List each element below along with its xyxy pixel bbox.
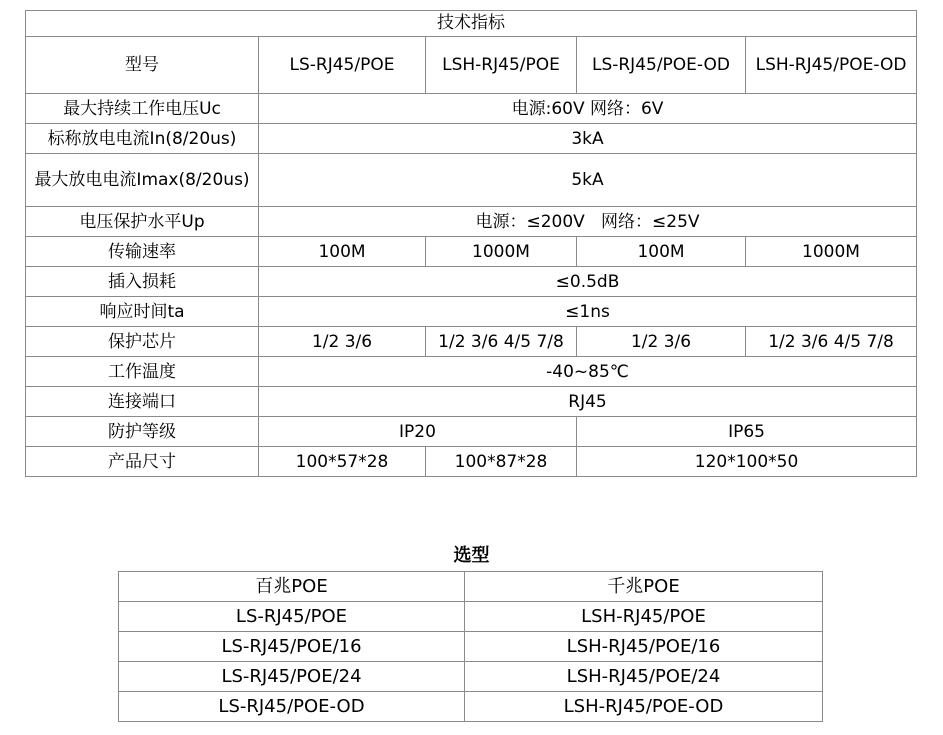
value-cell: 1000M	[426, 237, 577, 267]
row-label: 最大放电电流Imax(8/20us)	[26, 154, 259, 207]
value-cell: IP65	[577, 417, 917, 447]
table-row	[119, 602, 823, 632]
model-cell: LS-RJ45/POE-OD	[119, 692, 465, 722]
column-header: 百兆POE	[119, 572, 465, 602]
value-cell: 100*87*28	[426, 447, 577, 477]
table-row	[26, 237, 917, 267]
model-cell: LSH-RJ45/POE/24	[465, 662, 823, 692]
model-cell: LSH-RJ45/POE	[465, 602, 823, 632]
table-row	[119, 692, 823, 722]
model-cell: LS-RJ45/POE	[119, 602, 465, 632]
table-row	[26, 297, 917, 327]
model-cell: LSH-RJ45/POE-OD	[465, 692, 823, 722]
value-cell: 1/2 3/6	[577, 327, 746, 357]
table-row	[26, 154, 917, 207]
value-cell: 100*57*28	[259, 447, 426, 477]
value-cell: 120*100*50	[577, 447, 917, 477]
value-cell: 100M	[577, 237, 746, 267]
spec-title: 技术指标	[26, 11, 917, 37]
value-cell: RJ45	[259, 387, 917, 417]
table-row	[119, 662, 823, 692]
column-header: 千兆POE	[465, 572, 823, 602]
value-cell: IP20	[259, 417, 577, 447]
row-label: 型号	[26, 37, 259, 94]
table-row	[119, 572, 823, 602]
model-cell: LSH-RJ45/POE	[426, 37, 577, 94]
table-row	[26, 447, 917, 477]
row-label: 电压保护水平Up	[26, 207, 259, 237]
row-label: 工作温度	[26, 357, 259, 387]
value-cell: 1000M	[746, 237, 917, 267]
table-row	[26, 124, 917, 154]
table-row	[26, 11, 917, 37]
row-label: 连接端口	[26, 387, 259, 417]
model-cell: LS-RJ45/POE-OD	[577, 37, 746, 94]
value-cell: ≤0.5dB	[259, 267, 917, 297]
table-row	[26, 267, 917, 297]
selection-table	[118, 571, 823, 722]
selection-title: 选型	[453, 545, 490, 566]
value-cell: 1/2 3/6	[259, 327, 426, 357]
table-row	[26, 207, 917, 237]
table-row	[119, 632, 823, 662]
row-label: 最大持续工作电压Uc	[26, 94, 259, 124]
row-label: 插入损耗	[26, 267, 259, 297]
table-row	[26, 387, 917, 417]
table-row	[26, 327, 917, 357]
value-cell: ≤1ns	[259, 297, 917, 327]
row-label: 保护芯片	[26, 327, 259, 357]
value-cell: -40~85℃	[259, 357, 917, 387]
table-row	[26, 37, 917, 94]
spec-table	[25, 10, 917, 477]
value-cell: 3kA	[259, 124, 917, 154]
table-row	[26, 94, 917, 124]
value-cell: 1/2 3/6 4/5 7/8	[426, 327, 577, 357]
model-cell: LS-RJ45/POE/16	[119, 632, 465, 662]
model-cell: LSH-RJ45/POE/16	[465, 632, 823, 662]
model-cell: LSH-RJ45/POE-OD	[746, 37, 917, 94]
table-row	[26, 357, 917, 387]
row-label: 传输速率	[26, 237, 259, 267]
model-cell: LS-RJ45/POE/24	[119, 662, 465, 692]
value-cell: 电源:60V 网络：6V	[259, 94, 917, 124]
row-label: 产品尺寸	[26, 447, 259, 477]
value-cell: 电源：≤200V 网络：≤25V	[259, 207, 917, 237]
row-label: 防护等级	[26, 417, 259, 447]
value-cell: 5kA	[259, 154, 917, 207]
value-cell: 1/2 3/6 4/5 7/8	[746, 327, 917, 357]
row-label: 响应时间ta	[26, 297, 259, 327]
row-label: 标称放电电流In(8/20us)	[26, 124, 259, 154]
value-cell: 100M	[259, 237, 426, 267]
table-row	[26, 417, 917, 447]
model-cell: LS-RJ45/POE	[259, 37, 426, 94]
